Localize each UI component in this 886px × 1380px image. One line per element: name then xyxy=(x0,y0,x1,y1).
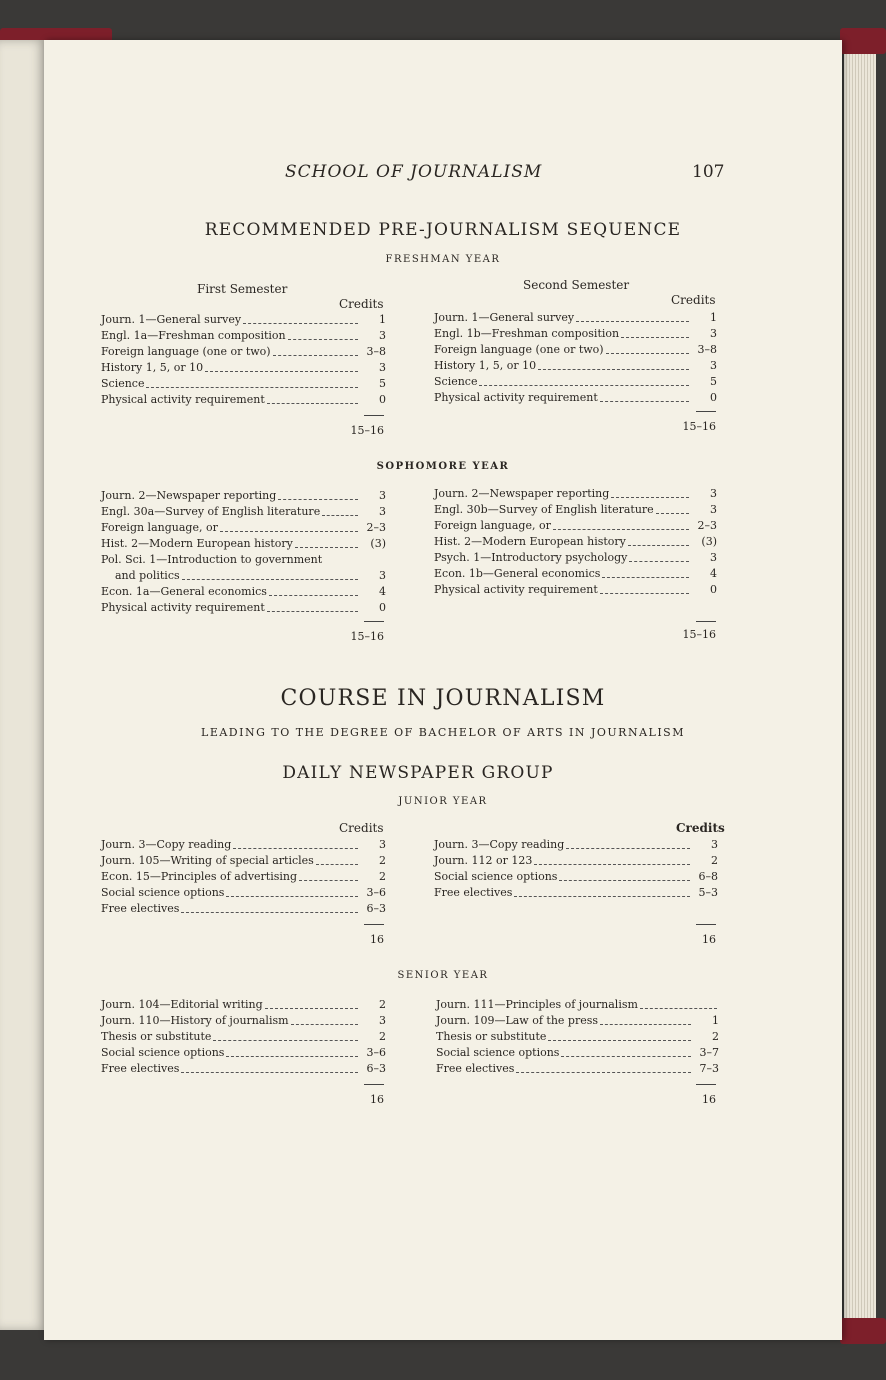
dot-leader xyxy=(479,385,689,386)
course-row xyxy=(101,1061,386,1077)
dot-leader xyxy=(181,1072,358,1073)
course-credits: 3–6 xyxy=(366,1046,386,1059)
sequence-title: RECOMMENDED PRE-JOURNALISM SEQUENCE xyxy=(204,220,682,240)
freshman-year-label: FRESHMAN YEAR xyxy=(385,254,501,265)
dot-leader xyxy=(295,547,358,548)
course-credits: 3–8 xyxy=(697,343,717,356)
course-row xyxy=(434,853,718,869)
credits-heading-junior-right: Credits xyxy=(676,821,725,835)
dot-leader xyxy=(213,1040,358,1041)
total-rule xyxy=(696,411,716,412)
left-page-edge xyxy=(0,40,46,1330)
course-name: Engl. 1a—Freshman composition xyxy=(101,329,286,342)
total-rule xyxy=(696,1084,716,1085)
dot-leader xyxy=(606,353,689,354)
course-row xyxy=(436,1061,719,1077)
total-rule xyxy=(696,924,716,925)
course-credits: 1 xyxy=(379,313,386,326)
course-name: Free electives xyxy=(434,886,513,899)
course-row xyxy=(434,342,717,358)
total-rule xyxy=(696,621,716,622)
dot-leader xyxy=(576,321,689,322)
course-credits: 0 xyxy=(379,393,386,406)
dot-leader xyxy=(288,339,358,340)
running-header: SCHOOL OF JOURNALISM xyxy=(285,162,543,182)
dot-leader xyxy=(611,497,689,498)
course-row xyxy=(434,486,717,502)
course-name: Econ. 1a—General economics xyxy=(101,585,267,598)
course-credits: 5 xyxy=(379,377,386,390)
course-credits: 3 xyxy=(379,1014,386,1027)
course-row xyxy=(101,901,386,917)
dot-leader xyxy=(640,1008,717,1009)
credits-heading-right: Credits xyxy=(671,293,716,307)
first-semester-heading: First Semester xyxy=(197,282,288,296)
senior-first-total: 16 xyxy=(370,1093,384,1106)
course-name: Engl. 30b—Survey of English literature xyxy=(434,503,654,516)
dot-leader xyxy=(291,1024,358,1025)
course-credits: 3–8 xyxy=(366,345,386,358)
course-name: Foreign language (one or two) xyxy=(101,345,271,358)
course-row xyxy=(434,550,717,566)
dot-leader xyxy=(226,896,358,897)
course-credits: 3 xyxy=(711,838,718,851)
course-name: Social science options xyxy=(434,870,558,883)
dot-leader xyxy=(299,880,358,881)
course-row xyxy=(101,552,386,568)
course-credits: 5 xyxy=(710,375,717,388)
course-credits: 3 xyxy=(710,359,717,372)
total-rule xyxy=(364,924,384,925)
course-row xyxy=(434,534,717,550)
course-credits: 3 xyxy=(710,551,717,564)
course-credits: 1 xyxy=(712,1014,719,1027)
course-title: COURSE IN JOURNALISM xyxy=(280,686,606,711)
course-name: Econ. 1b—General economics xyxy=(434,567,601,580)
course-row xyxy=(101,360,386,376)
course-name: Free electives xyxy=(101,902,180,915)
course-credits: 3 xyxy=(379,838,386,851)
course-row xyxy=(101,600,386,616)
course-row xyxy=(101,392,386,408)
course-name: Science xyxy=(434,375,478,388)
course-row xyxy=(101,837,386,853)
course-row xyxy=(101,853,386,869)
dot-leader xyxy=(226,1056,358,1057)
senior-year-label: SENIOR YEAR xyxy=(397,970,489,981)
course-credits: 2 xyxy=(379,998,386,1011)
course-name: Engl. 1b—Freshman composition xyxy=(434,327,620,340)
course-name: Journ. 1—General survey xyxy=(101,313,242,326)
course-row xyxy=(101,568,386,584)
course-name: Journ. 3—Copy reading xyxy=(434,838,565,851)
course-name: Foreign language (one or two) xyxy=(434,343,604,356)
course-credits: 3 xyxy=(710,327,717,340)
course-row xyxy=(101,584,386,600)
credits-heading-junior-left: Credits xyxy=(339,821,384,835)
course-credits: (3) xyxy=(701,535,717,548)
junior-second-total: 16 xyxy=(702,933,716,946)
course-credits: 2 xyxy=(712,1030,719,1043)
course-credits: 6–3 xyxy=(366,902,386,915)
course-row xyxy=(101,536,386,552)
course-name: History 1, 5, or 10 xyxy=(101,361,204,374)
course-row xyxy=(101,504,386,520)
course-row xyxy=(434,837,718,853)
course-row xyxy=(434,582,717,598)
course-name: Hist. 2—Modern European history xyxy=(434,535,626,548)
course-row xyxy=(101,997,386,1013)
course-row xyxy=(436,1013,719,1029)
course-credits: 1 xyxy=(710,311,717,324)
dot-leader xyxy=(265,1008,358,1009)
course-row xyxy=(434,390,717,406)
senior-second-total: 16 xyxy=(702,1093,716,1106)
page-number: 107 xyxy=(692,162,725,182)
course-row xyxy=(101,1013,386,1029)
total-rule xyxy=(364,621,384,622)
course-name: Thesis or substitute xyxy=(101,1030,212,1043)
course-credits: 2 xyxy=(379,1030,386,1043)
dot-leader xyxy=(322,515,358,516)
dot-leader xyxy=(621,337,689,338)
course-name: History 1, 5, or 10 xyxy=(434,359,537,372)
course-credits: 6–3 xyxy=(366,1062,386,1075)
degree-subtitle: LEADING TO THE DEGREE OF BACHELOR OF ARTS IN JOURNALISM xyxy=(201,726,685,739)
course-credits: 6–8 xyxy=(698,870,718,883)
course-row xyxy=(101,328,386,344)
course-name: Thesis or substitute xyxy=(436,1030,547,1043)
credits-heading-left: Credits xyxy=(339,297,384,311)
course-row xyxy=(436,997,719,1013)
course-credits: 3 xyxy=(379,361,386,374)
course-name: Physical activity requirement xyxy=(101,393,265,406)
course-name: Engl. 30a—Survey of English literature xyxy=(101,505,321,518)
course-name: Foreign language, or xyxy=(101,521,218,534)
course-name: Free electives xyxy=(436,1062,515,1075)
course-name: Foreign language, or xyxy=(434,519,551,532)
course-credits: 0 xyxy=(710,583,717,596)
total-rule xyxy=(364,1084,384,1085)
course-row xyxy=(434,502,717,518)
course-row xyxy=(434,518,717,534)
course-credits: 3 xyxy=(379,489,386,502)
dot-leader xyxy=(602,577,689,578)
course-row xyxy=(434,885,718,901)
sophomore-first-total: 15–16 xyxy=(350,630,384,643)
course-credits: 3 xyxy=(379,329,386,342)
course-credits: 4 xyxy=(710,567,717,580)
course-name: Journ. 110—History of journalism xyxy=(101,1014,289,1027)
course-name: Journ. 1—General survey xyxy=(434,311,575,324)
course-name: Hist. 2—Modern European history xyxy=(101,537,293,550)
course-name: Physical activity requirement xyxy=(434,391,598,404)
course-name: Journ. 3—Copy reading xyxy=(101,838,232,851)
course-name: Social science options xyxy=(101,1046,225,1059)
course-credits: 2 xyxy=(379,854,386,867)
dot-leader xyxy=(566,848,690,849)
course-credits: 4 xyxy=(379,585,386,598)
dot-leader xyxy=(267,611,358,612)
course-row xyxy=(434,566,717,582)
sophomore-second-total: 15–16 xyxy=(682,628,716,641)
dot-leader xyxy=(233,848,358,849)
book-cover-top xyxy=(840,28,886,54)
course-credits: 3 xyxy=(379,505,386,518)
dot-leader xyxy=(267,403,358,404)
dot-leader xyxy=(600,593,689,594)
course-credits: 0 xyxy=(379,601,386,614)
dot-leader xyxy=(273,355,358,356)
course-row xyxy=(101,488,386,504)
dot-leader xyxy=(534,864,690,865)
course-name: Social science options xyxy=(436,1046,560,1059)
course-name: Social science options xyxy=(101,886,225,899)
dot-leader xyxy=(205,371,358,372)
course-row xyxy=(434,310,717,326)
course-name: Journ. 104—Editorial writing xyxy=(101,998,263,1011)
total-rule xyxy=(364,415,384,416)
junior-year-label: JUNIOR YEAR xyxy=(398,796,488,807)
page-stack-edge xyxy=(844,52,876,1342)
course-credits: 5–3 xyxy=(698,886,718,899)
course-row xyxy=(434,326,717,342)
course-name: Journ. 2—Newspaper reporting xyxy=(434,487,610,500)
dot-leader xyxy=(553,529,689,530)
dot-leader xyxy=(269,595,358,596)
course-credits: 2–3 xyxy=(366,521,386,534)
course-credits: 3–6 xyxy=(366,886,386,899)
course-credits: 2 xyxy=(711,854,718,867)
dot-leader xyxy=(516,1072,691,1073)
course-row xyxy=(101,869,386,885)
course-credits: 3 xyxy=(379,569,386,582)
course-name: Science xyxy=(101,377,145,390)
dot-leader xyxy=(629,561,689,562)
course-row xyxy=(101,344,386,360)
course-row xyxy=(436,1045,719,1061)
course-row xyxy=(434,374,717,390)
course-credits: 0 xyxy=(710,391,717,404)
course-name: Journ. 112 or 123 xyxy=(434,854,533,867)
course-name: Journ. 109—Law of the press xyxy=(436,1014,599,1027)
course-name: Journ. 111—Principles of journalism xyxy=(436,998,638,1011)
course-row xyxy=(434,358,717,374)
dot-leader xyxy=(600,1024,691,1025)
course-row xyxy=(101,520,386,536)
dot-leader xyxy=(548,1040,691,1041)
course-row xyxy=(101,885,386,901)
course-credits: 3 xyxy=(710,503,717,516)
dot-leader xyxy=(220,531,358,532)
sophomore-year-label: SOPHOMORE YEAR xyxy=(376,461,510,472)
course-credits: 2–3 xyxy=(697,519,717,532)
freshman-first-total: 15–16 xyxy=(350,424,384,437)
course-row xyxy=(101,1045,386,1061)
dot-leader xyxy=(514,896,690,897)
dot-leader xyxy=(243,323,358,324)
book-cover-bottom xyxy=(840,1318,886,1344)
course-name: Journ. 2—Newspaper reporting xyxy=(101,489,277,502)
dot-leader xyxy=(600,401,689,402)
book-page xyxy=(44,40,842,1340)
dot-leader xyxy=(278,499,358,500)
second-semester-heading: Second Semester xyxy=(523,278,630,292)
course-credits: (3) xyxy=(370,537,386,550)
course-row xyxy=(436,1029,719,1045)
course-credits: 3–7 xyxy=(699,1046,719,1059)
course-row xyxy=(101,376,386,392)
course-row xyxy=(101,1029,386,1045)
group-title: DAILY NEWSPAPER GROUP xyxy=(282,763,554,783)
dot-leader xyxy=(559,880,690,881)
course-row xyxy=(434,869,718,885)
dot-leader xyxy=(146,387,358,388)
dot-leader xyxy=(561,1056,691,1057)
dot-leader xyxy=(538,369,689,370)
course-credits: 2 xyxy=(379,870,386,883)
course-name: Physical activity requirement xyxy=(434,583,598,596)
course-credits: 7–3 xyxy=(699,1062,719,1075)
course-credits: 3 xyxy=(710,487,717,500)
course-name: Journ. 105—Writing of special articles xyxy=(101,854,314,867)
dot-leader xyxy=(656,513,689,514)
course-row xyxy=(101,312,386,328)
freshman-second-total: 15–16 xyxy=(682,420,716,433)
course-name: Pol. Sci. 1—Introduction to government xyxy=(101,553,323,566)
course-name: and politics xyxy=(115,569,180,582)
dot-leader xyxy=(316,864,358,865)
junior-first-total: 16 xyxy=(370,933,384,946)
course-name: Free electives xyxy=(101,1062,180,1075)
course-name: Psych. 1—Introductory psychology xyxy=(434,551,628,564)
course-name: Physical activity requirement xyxy=(101,601,265,614)
course-name: Econ. 15—Principles of advertising xyxy=(101,870,298,883)
dot-leader xyxy=(628,545,689,546)
dot-leader xyxy=(181,912,358,913)
dot-leader xyxy=(182,579,358,580)
